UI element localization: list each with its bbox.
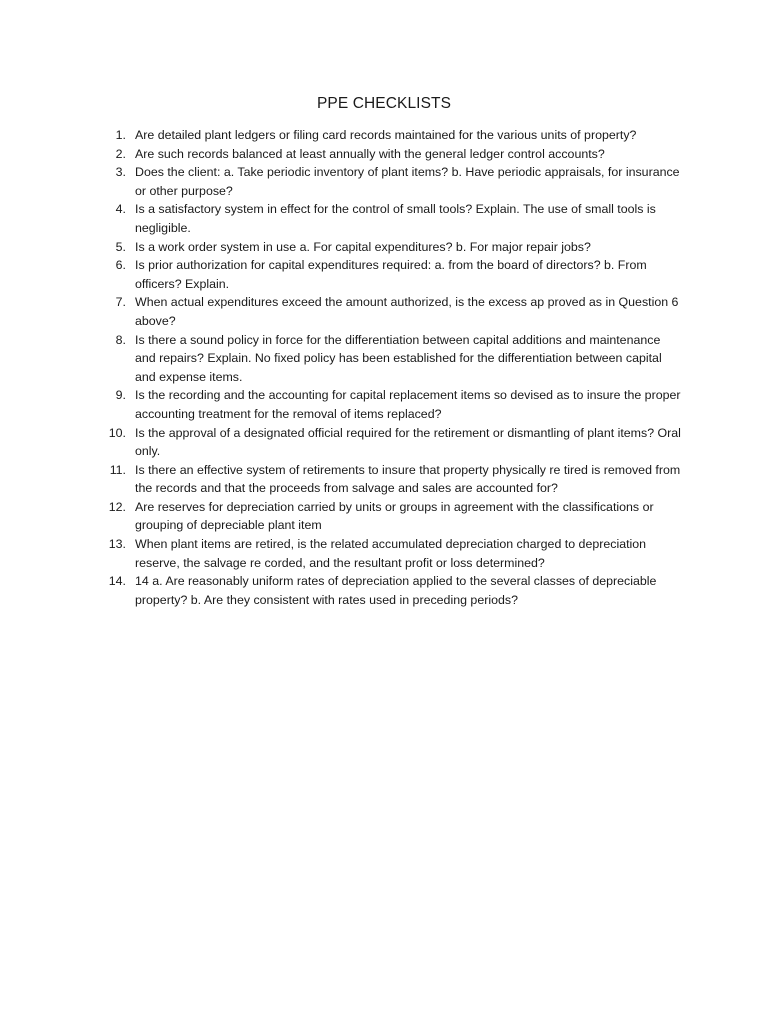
item-number: 11. [109,462,126,477]
item-number: 4. [115,202,126,217]
list-item [104,200,684,237]
item-number: 7. [115,295,126,310]
list-item [104,386,684,423]
list-item [104,535,684,572]
item-text: Is there a sound policy in force for the differentiation between capital additions and maintenance and repairs? Explain. No fixed policy has been established for the differentiation between capital and expense items. [135,332,662,384]
list-item [104,163,684,200]
item-number: 1. [115,128,126,142]
item-number: 13. [108,537,126,552]
item-number: 14. [108,574,126,589]
item-text: Is the approval of a designated official required for the retirement or dismantling of plant items? Oral only. [135,425,681,459]
item-number: 9. [115,388,126,403]
list-item [104,331,684,387]
list-item [104,572,684,609]
item-number: 8. [115,332,126,347]
item-text: Is a work order system in use a. For capital expenditures? b. For major repair jobs? [135,239,591,254]
item-text: When actual expenditures exceed the amount authorized, is the excess ap proved as in Question 6 above? [135,295,679,328]
item-number: 3. [115,165,126,180]
item-text: Does the client: a. Take periodic inventory of plant items? b. Have periodic appraisals, for insurance or other purpose? [135,165,680,198]
list-item [104,256,684,293]
checklist [104,126,684,609]
item-text: Are detailed plant ledgers or filing card records maintained for the various units of property? [135,128,637,142]
item-text: Is prior authorization for capital expenditures required: a. from the board of directors? b. From officers? Explain. [135,258,647,291]
item-text: Is a satisfactory system in effect for the control of small tools? Explain. The use of small tools is negligible. [135,202,656,235]
list-item [104,461,684,498]
item-text: 14 a. Are reasonably uniform rates of depreciation applied to the several classes of depreciable property? b. Are they consistent with rates used in preceding periods? [135,574,657,607]
item-text: Is there an effective system of retirements to insure that property physically re tired is removed from the records and that the proceeds from salvage and sales are accounted for? [135,462,681,496]
item-number: 6. [115,258,126,273]
item-text: Is the recording and the accounting for capital replacement items so devised as to insure the proper accounting treatment for the removal of items replaced? [135,388,681,421]
page-title: PPE CHECKLISTS [316,95,452,112]
item-text: Are such records balanced at least annually with the general ledger control accounts? [135,146,605,161]
item-number: 12. [108,499,126,514]
list-item [104,238,684,257]
item-number: 5. [115,239,126,254]
list-item [104,126,684,145]
item-number: 10. [108,425,126,440]
item-number: 2. [115,146,126,161]
list-item [104,498,684,535]
list-item [104,293,684,330]
item-text: Are reserves for depreciation carried by units or groups in agreement with the classifications or grouping of depreciable plant item [135,499,654,533]
list-item [104,145,684,164]
item-text: When plant items are retired, is the related accumulated depreciation charged to depreciation reserve, the salvage re corded, and the resultant profit or loss determined? [135,537,647,570]
list-item [104,424,684,461]
